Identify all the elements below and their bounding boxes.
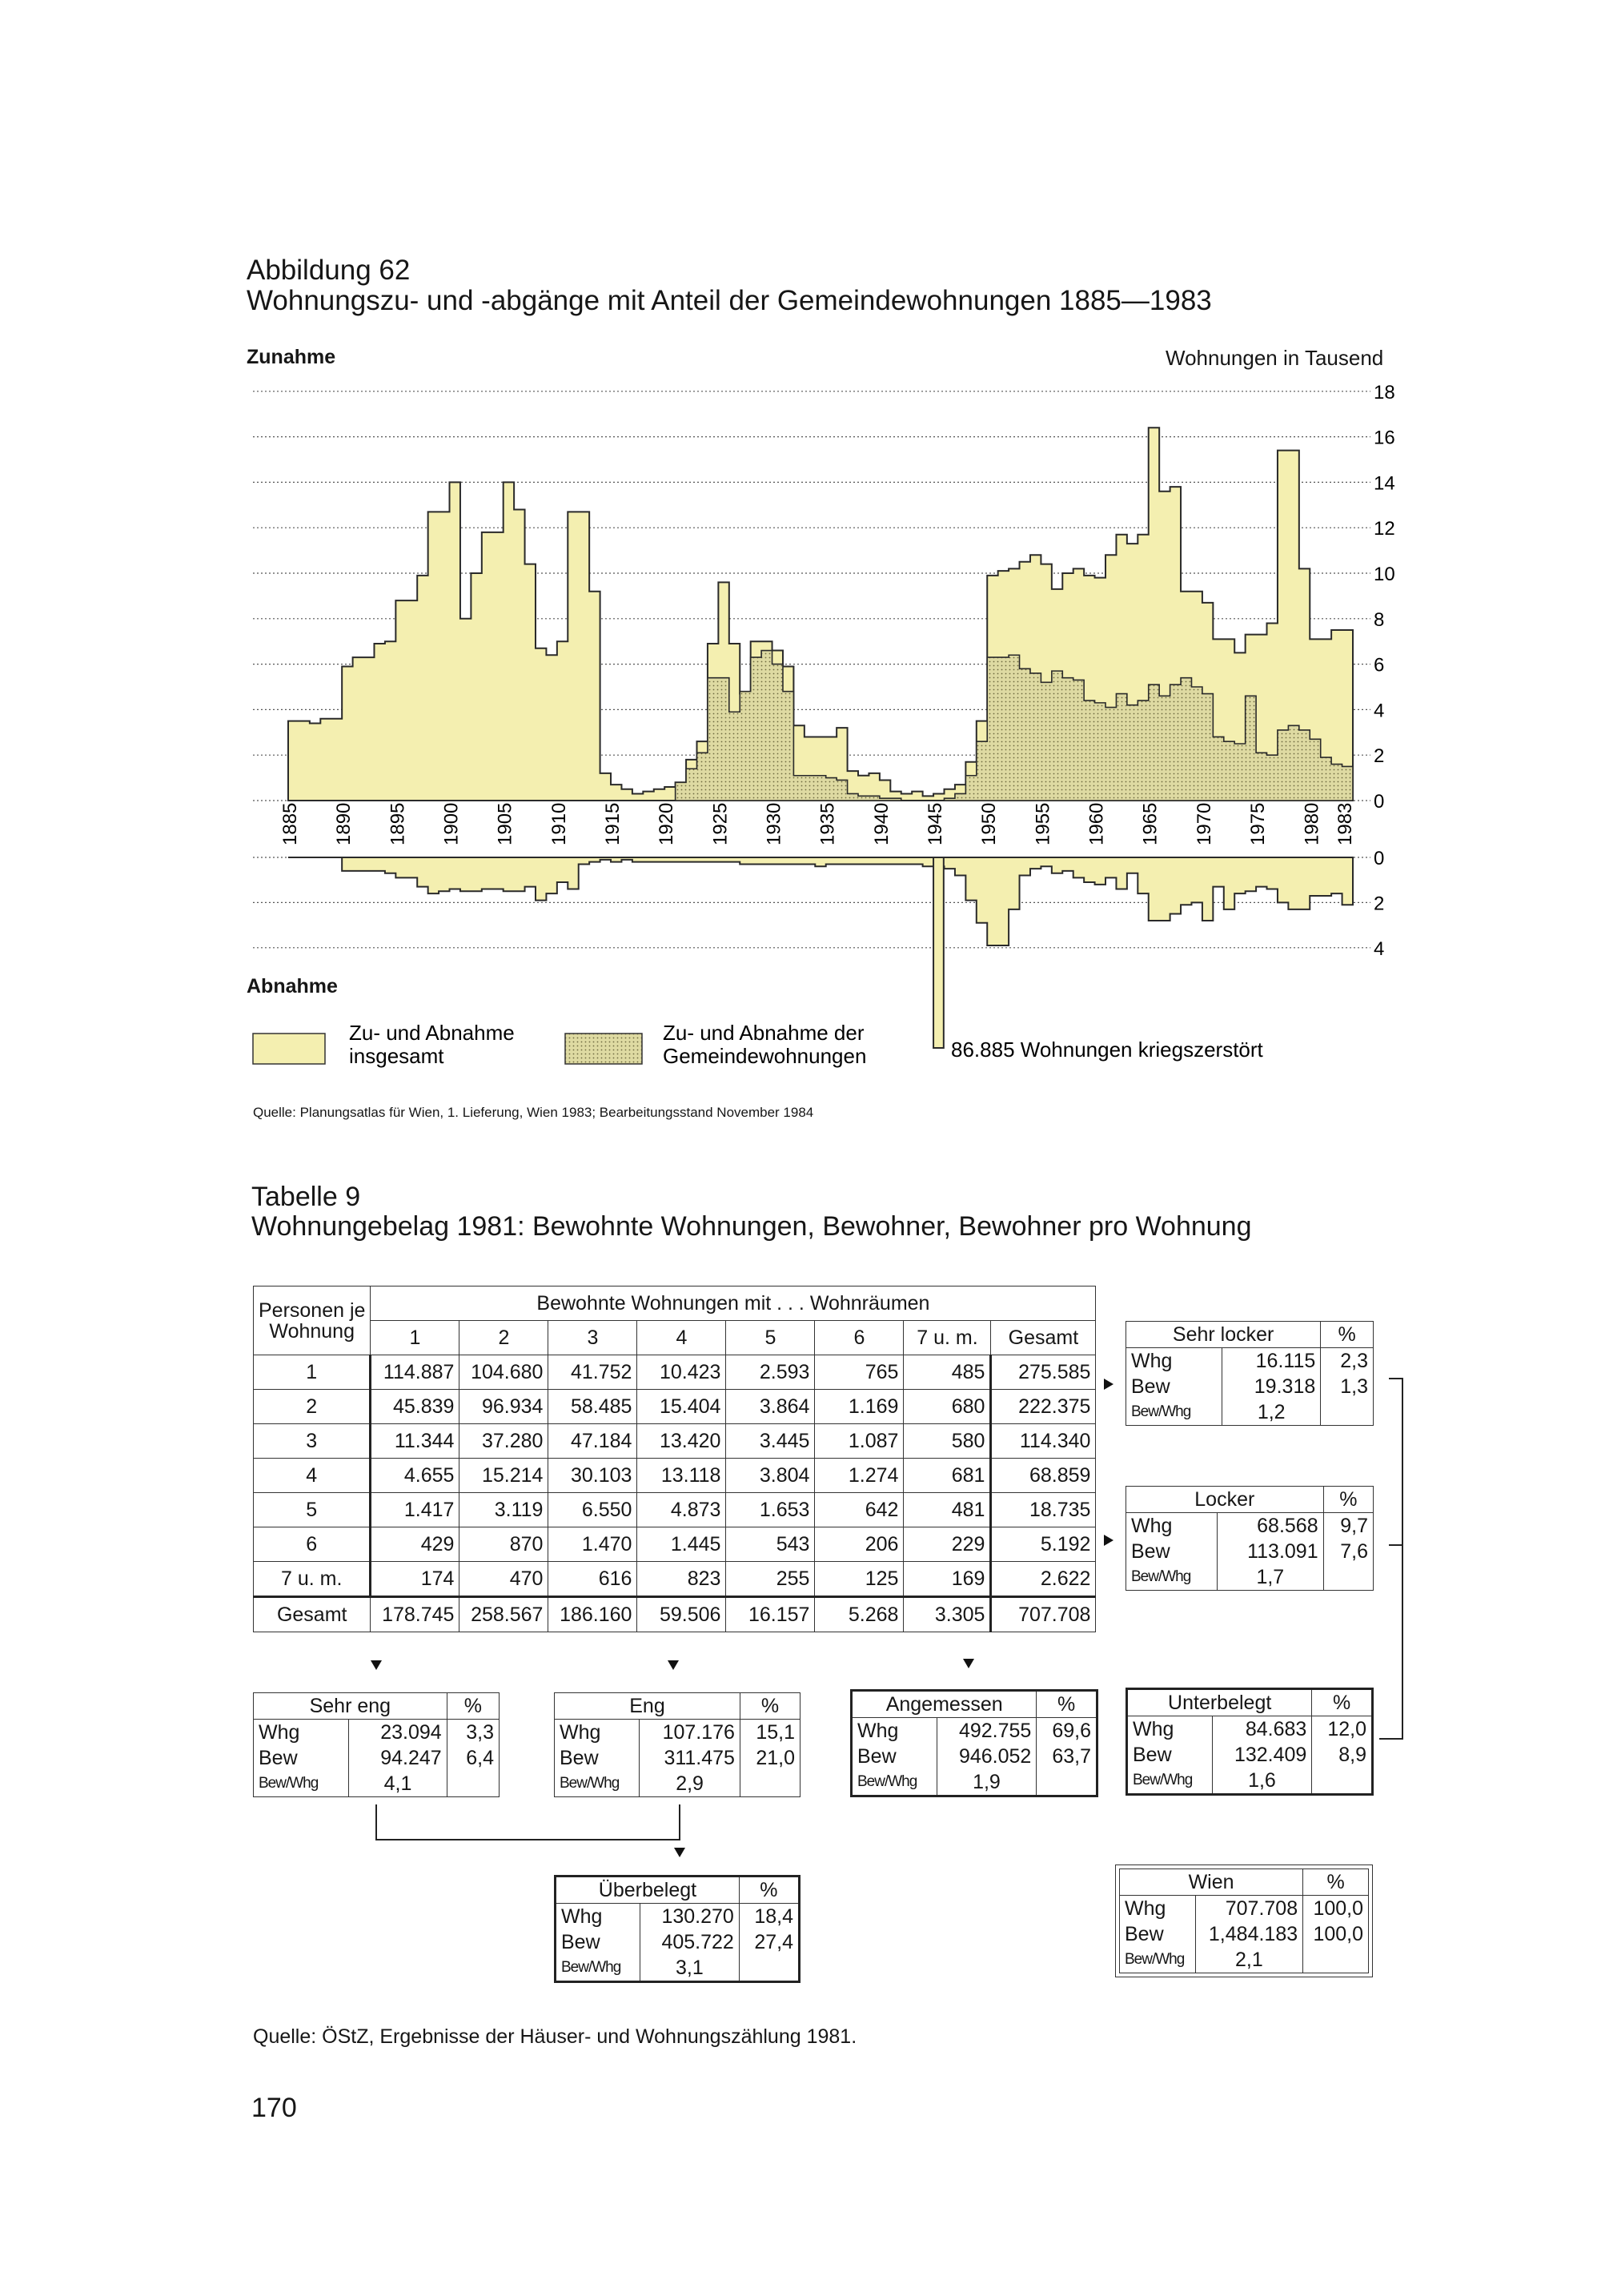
x-tick-label: 1895 <box>387 802 409 845</box>
box-bew-value: 405.722 <box>640 1929 739 1955</box>
column-header: Gesamt <box>991 1321 1096 1355</box>
y-tick-label: 6 <box>1374 654 1385 676</box>
row-label: 4 <box>254 1459 371 1493</box>
box-ratio-value: 4,1 <box>349 1771 447 1797</box>
box-title: Überbelegt <box>556 1877 740 1904</box>
box-bew-label: Bew <box>1120 1921 1196 1947</box>
box-ratio-value: 2,1 <box>1195 1947 1303 1973</box>
increase-label: Zunahme <box>247 346 336 368</box>
connector-right-bracket <box>1379 1379 1402 1739</box>
y-tick-label: 4 <box>1374 937 1385 960</box>
column-header: 2 <box>459 1321 548 1355</box>
table-cell: 1.653 <box>726 1493 815 1527</box>
box-unterbelegt <box>1126 1688 1374 1796</box>
box-whg-value: 707.708 <box>1195 1896 1303 1922</box>
row-label: 2 <box>254 1390 371 1424</box>
table-cell: 178.745 <box>371 1597 459 1632</box>
box-whg-label: Whg <box>555 1720 640 1746</box>
table-cell: 616 <box>548 1562 637 1597</box>
y-tick-label: 18 <box>1374 381 1395 403</box>
table-cell: 11.344 <box>371 1424 459 1459</box>
box-pct-header: % <box>447 1693 499 1720</box>
table-cell: 114.340 <box>991 1424 1096 1459</box>
box-ratio-pct-empty <box>1312 1768 1373 1795</box>
table-cell: 169 <box>904 1562 991 1597</box>
column-header: 4 <box>637 1321 726 1355</box>
table-cell: 707.708 <box>991 1597 1096 1632</box>
box-sehr-eng <box>253 1692 500 1797</box>
decrease-label: Abnahme <box>247 975 338 997</box>
x-tick-label: 1950 <box>978 802 1001 845</box>
housing-chart <box>0 0 1601 1137</box>
box-whg-label: Whg <box>1120 1896 1196 1922</box>
box-title: Unterbelegt <box>1127 1689 1312 1716</box>
box-pct-header: % <box>1312 1689 1373 1716</box>
table-cell: 470 <box>459 1562 548 1597</box>
table-cell: 59.506 <box>637 1597 726 1632</box>
table-cell: 125 <box>815 1562 904 1597</box>
box-ratio-pct-empty <box>1037 1769 1097 1796</box>
box-bew-pct: 100,0 <box>1303 1921 1369 1947</box>
column-header: 6 <box>815 1321 904 1355</box>
box-bew-label: Bew <box>852 1744 937 1769</box>
table-cell: 114.887 <box>371 1355 459 1390</box>
box-locker <box>1126 1486 1374 1591</box>
table-cell: 206 <box>815 1527 904 1562</box>
x-tick-label: 1975 <box>1247 802 1270 845</box>
box-bew-value: 94.247 <box>349 1745 447 1771</box>
table-cell: 104.680 <box>459 1355 548 1390</box>
box-pct-header: % <box>1321 1322 1374 1348</box>
table-cell: 10.423 <box>637 1355 726 1390</box>
column-header: 7 u. m. <box>904 1321 991 1355</box>
box-sehr-locker <box>1126 1321 1374 1426</box>
y-tick-label: 2 <box>1374 893 1385 915</box>
y-tick-labels <box>1374 382 1395 960</box>
table-cell: 543 <box>726 1527 815 1562</box>
persons-header: Personen je Wohnung <box>254 1286 371 1355</box>
table-cell: 41.752 <box>548 1355 637 1390</box>
box-whg-value: 23.094 <box>349 1720 447 1746</box>
box-title: Wien <box>1120 1869 1303 1896</box>
box-pct-header: % <box>739 1877 799 1904</box>
box-bew-pct: 7,6 <box>1323 1539 1373 1564</box>
box-pct-header: % <box>1037 1691 1097 1718</box>
box-eng <box>554 1692 800 1797</box>
box-ratio-pct-empty <box>1323 1564 1373 1591</box>
box-ratio-label: Bew/Whg <box>1126 1564 1218 1591</box>
series-decrease-total <box>288 857 1353 945</box>
table-row <box>254 1597 1096 1632</box>
box-bew-pct: 27,4 <box>739 1929 799 1955</box>
box-ratio-pct-empty <box>739 1955 799 1982</box>
box-ratio-pct-empty <box>740 1771 800 1797</box>
table-cell: 229 <box>904 1527 991 1562</box>
box-title: Sehr eng <box>254 1693 447 1720</box>
row-label: 3 <box>254 1424 371 1459</box>
box-whg-label: Whg <box>556 1904 640 1930</box>
table-cell: 68.859 <box>991 1459 1096 1493</box>
box-whg-label: Whg <box>254 1720 349 1746</box>
table-cell: 15.404 <box>637 1390 726 1424</box>
table-cell: 429 <box>371 1527 459 1562</box>
table-cell: 870 <box>459 1527 548 1562</box>
box-whg-pct: 69,6 <box>1037 1718 1097 1744</box>
column-header: 5 <box>726 1321 815 1355</box>
x-tick-label: 1945 <box>925 802 947 845</box>
box-whg-value: 16.115 <box>1222 1348 1321 1375</box>
box-ratio-value: 1,9 <box>937 1769 1037 1796</box>
box-bew-value: 132.409 <box>1212 1742 1312 1768</box>
table-row <box>254 1459 1096 1493</box>
table-cell: 174 <box>371 1562 459 1597</box>
column-header: 1 <box>371 1321 459 1355</box>
table-cell: 485 <box>904 1355 991 1390</box>
table-cell: 1.470 <box>548 1527 637 1562</box>
table-row <box>254 1527 1096 1562</box>
table-cell: 1.445 <box>637 1527 726 1562</box>
table-cell: 275.585 <box>991 1355 1096 1390</box>
box-ratio-pct-empty <box>1303 1947 1369 1973</box>
box-bew-pct: 6,4 <box>447 1745 499 1771</box>
box-whg-value: 107.176 <box>640 1720 740 1746</box>
box-ratio-pct-empty <box>1321 1399 1374 1426</box>
table-cell: 681 <box>904 1459 991 1493</box>
x-tick-label: 1983 <box>1334 802 1356 845</box>
x-tick-label: 1915 <box>602 802 624 845</box>
rooms-group-header: Bewohnte Wohnungen mit . . . Wohnräumen <box>371 1286 1096 1321</box>
table-cell: 6.550 <box>548 1493 637 1527</box>
box-ratio-label: Bew/Whg <box>852 1769 937 1796</box>
connector-sehr-eng-eng <box>376 1804 680 1840</box>
box-wien <box>1119 1869 1369 1973</box>
box-bew-value: 946.052 <box>937 1744 1037 1769</box>
box-whg-pct: 18,4 <box>739 1904 799 1930</box>
legend-total-swatch <box>253 1034 325 1064</box>
box-ratio-value: 3,1 <box>640 1955 739 1982</box>
table-cell: 4.873 <box>637 1493 726 1527</box>
table-cell: 1.417 <box>371 1493 459 1527</box>
arrow-right-locker <box>1104 1535 1113 1546</box>
war-destroyed-bar-1945 <box>933 857 944 1048</box>
box-bew-value: 19.318 <box>1222 1374 1321 1399</box>
box-pct-header: % <box>740 1693 800 1720</box>
box-title: Angemessen <box>852 1691 1037 1718</box>
box-whg-pct: 9,7 <box>1323 1513 1373 1539</box>
figure-label: Abbildung 62 <box>247 255 411 286</box>
table-cell: 47.184 <box>548 1424 637 1459</box>
x-tick-label: 1940 <box>870 802 893 845</box>
table-cell: 96.934 <box>459 1390 548 1424</box>
table-cell: 4.655 <box>371 1459 459 1493</box>
y-tick-label: 0 <box>1374 791 1385 813</box>
x-tick-label: 1925 <box>709 802 732 845</box>
box-bew-label: Bew <box>1126 1539 1218 1564</box>
legend-total-text-2: insgesamt <box>349 1044 444 1068</box>
table-cell: 30.103 <box>548 1459 637 1493</box>
y-tick-label: 4 <box>1374 700 1385 722</box>
arrow-down-sehr-eng <box>371 1660 382 1670</box>
table-cell: 3.305 <box>904 1597 991 1632</box>
table-cell: 258.567 <box>459 1597 548 1632</box>
table-cell: 3.804 <box>726 1459 815 1493</box>
box-whg-pct: 2,3 <box>1321 1348 1374 1375</box>
x-tick-label: 1930 <box>763 802 785 845</box>
table-row <box>254 1390 1096 1424</box>
arrow-down-angemessen <box>963 1659 974 1668</box>
box-bew-pct: 1,3 <box>1321 1374 1374 1399</box>
row-label: 6 <box>254 1527 371 1562</box>
box-whg-value: 492.755 <box>937 1718 1037 1744</box>
box-bew-label: Bew <box>1126 1374 1222 1399</box>
box-ratio-value: 2,9 <box>640 1771 740 1797</box>
x-tick-label: 1890 <box>333 802 355 845</box>
table-title: Wohnungebelag 1981: Bewohnte Wohnungen, Bewohner, Bewohner pro Wohnung <box>251 1211 1252 1242</box>
table-cell: 13.118 <box>637 1459 726 1493</box>
table-cell: 680 <box>904 1390 991 1424</box>
table-cell: 45.839 <box>371 1390 459 1424</box>
y-tick-label: 16 <box>1374 427 1395 449</box>
box-ratio-value: 1,6 <box>1212 1768 1312 1795</box>
box-ratio-value: 1,7 <box>1218 1564 1324 1591</box>
y-tick-label: 8 <box>1374 608 1385 631</box>
arrow-down-ueberbelegt <box>674 1848 685 1857</box>
box-ueberbelegt <box>554 1875 800 1983</box>
box-bew-value: 1,484.183 <box>1195 1921 1303 1947</box>
table-source: Quelle: ÖStZ, Ergebnisse der Häuser- und Wohnungszählung 1981. <box>253 2025 857 2048</box>
box-bew-pct: 63,7 <box>1037 1744 1097 1769</box>
table-row <box>254 1562 1096 1597</box>
table-cell: 186.160 <box>548 1597 637 1632</box>
table-cell: 255 <box>726 1562 815 1597</box>
row-label: Gesamt <box>254 1597 371 1632</box>
table-cell: 3.445 <box>726 1424 815 1459</box>
figure-source: Quelle: Planungsatlas für Wien, 1. Lieferung, Wien 1983; Bearbeitungsstand November 1984 <box>253 1105 814 1120</box>
box-ratio-label: Bew/Whg <box>1126 1399 1222 1426</box>
unit-label: Wohnungen in Tausend <box>1166 346 1384 370</box>
table-cell: 15.214 <box>459 1459 548 1493</box>
legend-total-text-1: Zu- und Abnahme <box>349 1021 515 1045</box>
table-cell: 18.735 <box>991 1493 1096 1527</box>
table-cell: 481 <box>904 1493 991 1527</box>
box-ratio-label: Bew/Whg <box>254 1771 349 1797</box>
box-ratio-label: Bew/Whg <box>556 1955 640 1982</box>
arrow-down-eng <box>668 1660 679 1670</box>
table-cell: 3.119 <box>459 1493 548 1527</box>
table-cell: 16.157 <box>726 1597 815 1632</box>
table-cell: 2.593 <box>726 1355 815 1390</box>
row-label: 7 u. m. <box>254 1562 371 1597</box>
x-tick-label: 1910 <box>548 802 570 845</box>
box-whg-value: 130.270 <box>640 1904 739 1930</box>
x-tick-label: 1960 <box>1085 802 1108 845</box>
box-bew-label: Bew <box>556 1929 640 1955</box>
box-whg-pct: 3,3 <box>447 1720 499 1746</box>
x-tick-label: 1955 <box>1032 802 1054 845</box>
x-tick-label: 1905 <box>494 802 516 845</box>
box-bew-pct: 8,9 <box>1312 1742 1373 1768</box>
arrow-right-sehr-locker <box>1104 1379 1113 1390</box>
box-ratio-pct-empty <box>447 1771 499 1797</box>
figure-title: Wohnungszu- und -abgänge mit Anteil der Gemeindewohnungen 1885—1983 <box>247 285 1212 316</box>
box-angemessen <box>850 1689 1098 1797</box>
x-tick-label: 1885 <box>279 802 301 845</box>
x-tick-label: 1900 <box>440 802 463 845</box>
table-cell: 823 <box>637 1562 726 1597</box>
table-row <box>254 1355 1096 1390</box>
row-label: 5 <box>254 1493 371 1527</box>
table-cell: 1.169 <box>815 1390 904 1424</box>
page-number: 170 <box>251 2093 297 2123</box>
table-cell: 765 <box>815 1355 904 1390</box>
box-whg-pct: 100,0 <box>1303 1896 1369 1922</box>
y-tick-label: 12 <box>1374 518 1395 540</box>
box-bew-pct: 21,0 <box>740 1745 800 1771</box>
box-ratio-label: Bew/Whg <box>555 1771 640 1797</box>
box-title: Locker <box>1126 1487 1324 1513</box>
box-whg-label: Whg <box>1126 1513 1218 1539</box>
table-cell: 2.622 <box>991 1562 1096 1597</box>
column-header: 3 <box>548 1321 637 1355</box>
table-cell: 1.087 <box>815 1424 904 1459</box>
x-tick-label: 1970 <box>1193 802 1215 845</box>
x-tick-label: 1980 <box>1301 802 1323 845</box>
table-cell: 37.280 <box>459 1424 548 1459</box>
legend-municipal-swatch <box>565 1034 642 1064</box>
box-pct-header: % <box>1323 1487 1373 1513</box>
box-ratio-value: 1,2 <box>1222 1399 1321 1426</box>
table-row <box>254 1493 1096 1527</box>
table-cell: 58.485 <box>548 1390 637 1424</box>
table-cell: 13.420 <box>637 1424 726 1459</box>
war-destroyed-bar <box>933 857 944 1048</box>
box-bew-label: Bew <box>555 1745 640 1771</box>
y-tick-label: 14 <box>1374 472 1395 495</box>
box-whg-pct: 12,0 <box>1312 1716 1373 1743</box>
table-cell: 1.274 <box>815 1459 904 1493</box>
y-tick-label: 2 <box>1374 745 1385 768</box>
table-cell: 642 <box>815 1493 904 1527</box>
box-whg-value: 84.683 <box>1212 1716 1312 1743</box>
box-bew-label: Bew <box>254 1745 349 1771</box>
y-tick-label: 0 <box>1374 848 1385 869</box>
box-whg-label: Whg <box>1126 1348 1222 1375</box>
box-whg-label: Whg <box>1127 1716 1213 1743</box>
legend-municipal-text-2: Gemeindewohnungen <box>663 1044 867 1068</box>
x-tick-labels <box>279 803 1356 845</box>
table-row <box>254 1424 1096 1459</box>
box-ratio-label: Bew/Whg <box>1127 1768 1213 1795</box>
occupancy-table <box>253 1286 1096 1632</box>
box-title: Eng <box>555 1693 740 1720</box>
row-label: 1 <box>254 1355 371 1390</box>
table-cell: 5.192 <box>991 1527 1096 1562</box>
y-tick-label: 10 <box>1374 564 1395 585</box>
box-whg-label: Whg <box>852 1718 937 1744</box>
box-ratio-label: Bew/Whg <box>1120 1947 1196 1973</box>
box-bew-value: 311.475 <box>640 1745 740 1771</box>
table-cell: 5.268 <box>815 1597 904 1632</box>
x-tick-label: 1935 <box>817 802 839 845</box>
box-whg-pct: 15,1 <box>740 1720 800 1746</box>
table-label: Tabelle 9 <box>251 1182 361 1212</box>
box-whg-value: 68.568 <box>1218 1513 1324 1539</box>
x-tick-label: 1965 <box>1139 802 1162 845</box>
table-cell: 580 <box>904 1424 991 1459</box>
x-tick-label: 1920 <box>656 802 678 845</box>
legend-municipal-text-1: Zu- und Abnahme der <box>663 1021 865 1045</box>
table-cell: 3.864 <box>726 1390 815 1424</box>
box-bew-label: Bew <box>1127 1742 1213 1768</box>
war-note: 86.885 Wohnungen kriegszerstört <box>951 1038 1263 1062</box>
box-bew-value: 113.091 <box>1218 1539 1324 1564</box>
box-title: Sehr locker <box>1126 1322 1321 1348</box>
table-cell: 222.375 <box>991 1390 1096 1424</box>
box-pct-header: % <box>1303 1869 1369 1896</box>
